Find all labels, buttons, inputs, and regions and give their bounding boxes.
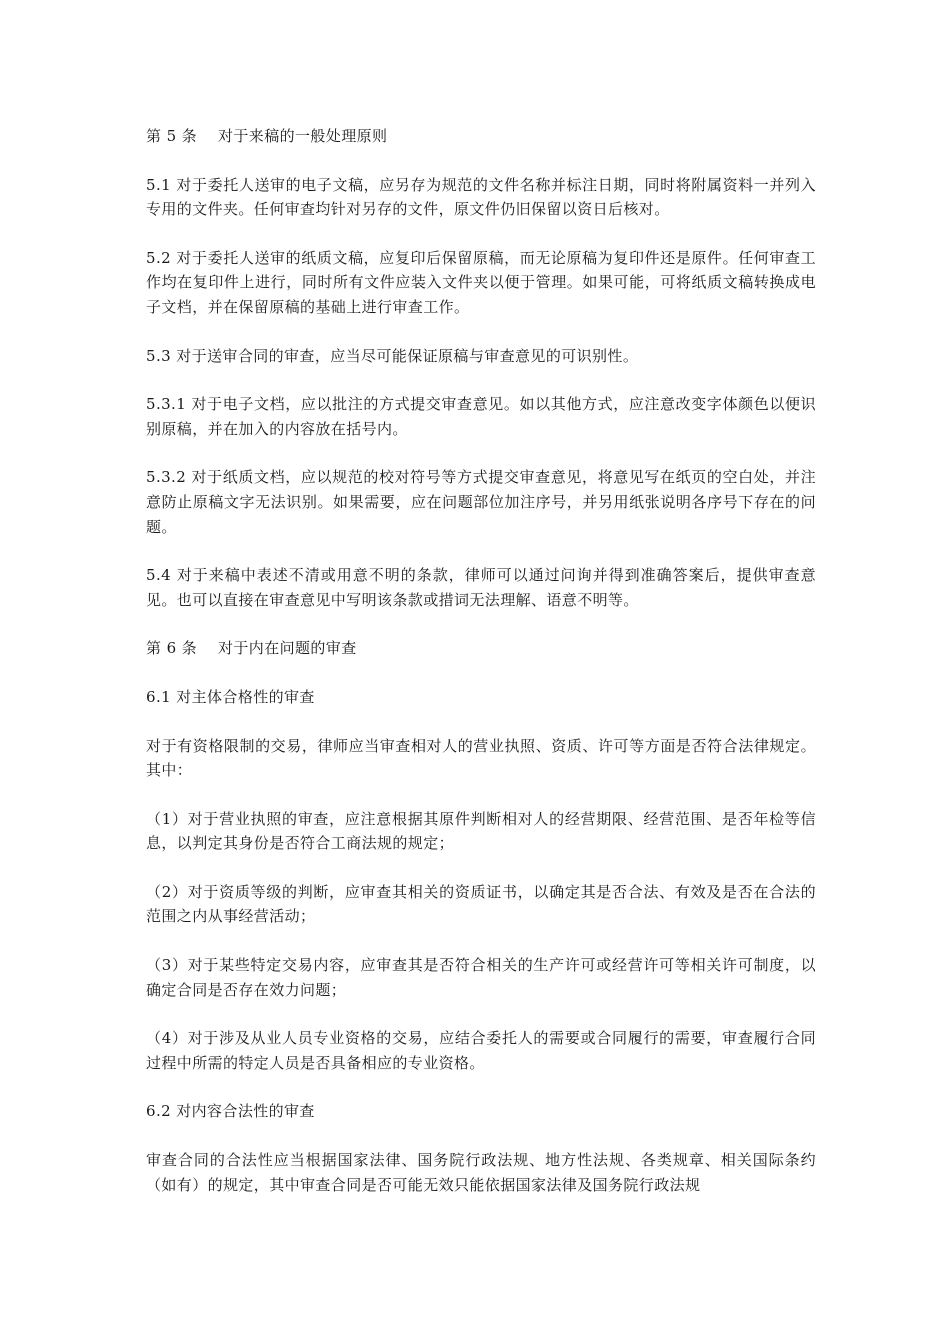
clause-6-1-item-2: （2）对于资质等级的判断，应审查其相关的资质证书，以确定其是否合法、有效及是否在合法的范围之内从事经营活动； [146, 882, 816, 926]
article-number: 第 6 条 [146, 639, 198, 658]
clause-6-1-item-3: （3）对于某些特定交易内容，应审查其是否符合相关的生产许可或经营许可等相关许可制度，以确定合同是否存在效力问题； [146, 956, 816, 999]
clause-5-3: 5.3 对于送审合同的审查，应当尽可能保证原稿与审查意见的可识别性。 [146, 346, 639, 365]
article-title: 对于内在问题的审查 [218, 639, 357, 658]
document-page [146, 124, 816, 1221]
clause-5-4: 5.4 对于来稿中表述不清或用意不明的条款，律师可以通过问询并得到准确答案后，提供审查意见。也可以直接在审查意见中写明该条款或措词无法理解、语意不明等。 [146, 566, 816, 609]
article-heading-5 [146, 124, 816, 149]
clause-5-3-1: 5.3.1 对于电子文档，应以批注的方式提交审查意见。如以其他方式，应注意改变字体颜色以便识别原稿，并在加入的内容放在括号内。 [146, 395, 816, 438]
article-title: 对于来稿的一般处理原则 [218, 127, 388, 145]
clause-6-1-title: 6.1 对主体合格性的审查 [146, 687, 315, 706]
article-heading-6 [146, 636, 816, 661]
clause-5-3-2: 5.3.2 对于纸质文档，应以规范的校对符号等方式提交审查意见，将意见写在纸页的空白处，并注意防止原稿文字无法识别。如果需要，应在问题部位加注序号，并另用纸张说明各序号下存在的问题。 [146, 468, 816, 536]
clause-6-2-body: 审查合同的合法性应当根据国家法律、国务院行政法规、地方性法规、各类规章、相关国际条约（如有）的规定，其中审查合同是否可能无效只能依据国家法律及国务院行政法规 [146, 1151, 816, 1194]
clause-5-1: 5.1 对于委托人送审的电子文稿，应另存为规范的文件名称并标注日期，同时将附属资料一并列入专用的文件夹。任何审查均针对另存的文件，原文件仍旧保留以资日后核对。 [146, 175, 816, 219]
clause-6-1-item-4: （4）对于涉及从业人员专业资格的交易，应结合委托人的需要或合同履行的需要，审查履行合同过程中所需的特定人员是否具备相应的专业资格。 [146, 1029, 816, 1072]
article-number: 第 5 条 [146, 127, 198, 145]
clause-6-1-item-1: （1）对于营业执照的审查，应注意根据其原件判断相对人的经营期限、经营范围、是否年检等信息，以判定其身份是否符合工商法规的规定； [146, 809, 816, 853]
clause-6-2-title: 6.2 对内容合法性的审查 [146, 1102, 315, 1121]
clause-6-1-intro: 对于有资格限制的交易，律师应当审查相对人的营业执照、资质、许可等方面是否符合法律规定。其中： [146, 736, 816, 780]
clause-5-2: 5.2 对于委托人送审的纸质文稿，应复印后保留原稿，而无论原稿为复印件还是原件。任何审查工作均在复印件上进行，同时所有文件应装入文件夹以便于管理。如果可能，可将纸质文稿转换成电子文档，并在保留原稿的基础上进行审查工作。 [146, 248, 816, 316]
